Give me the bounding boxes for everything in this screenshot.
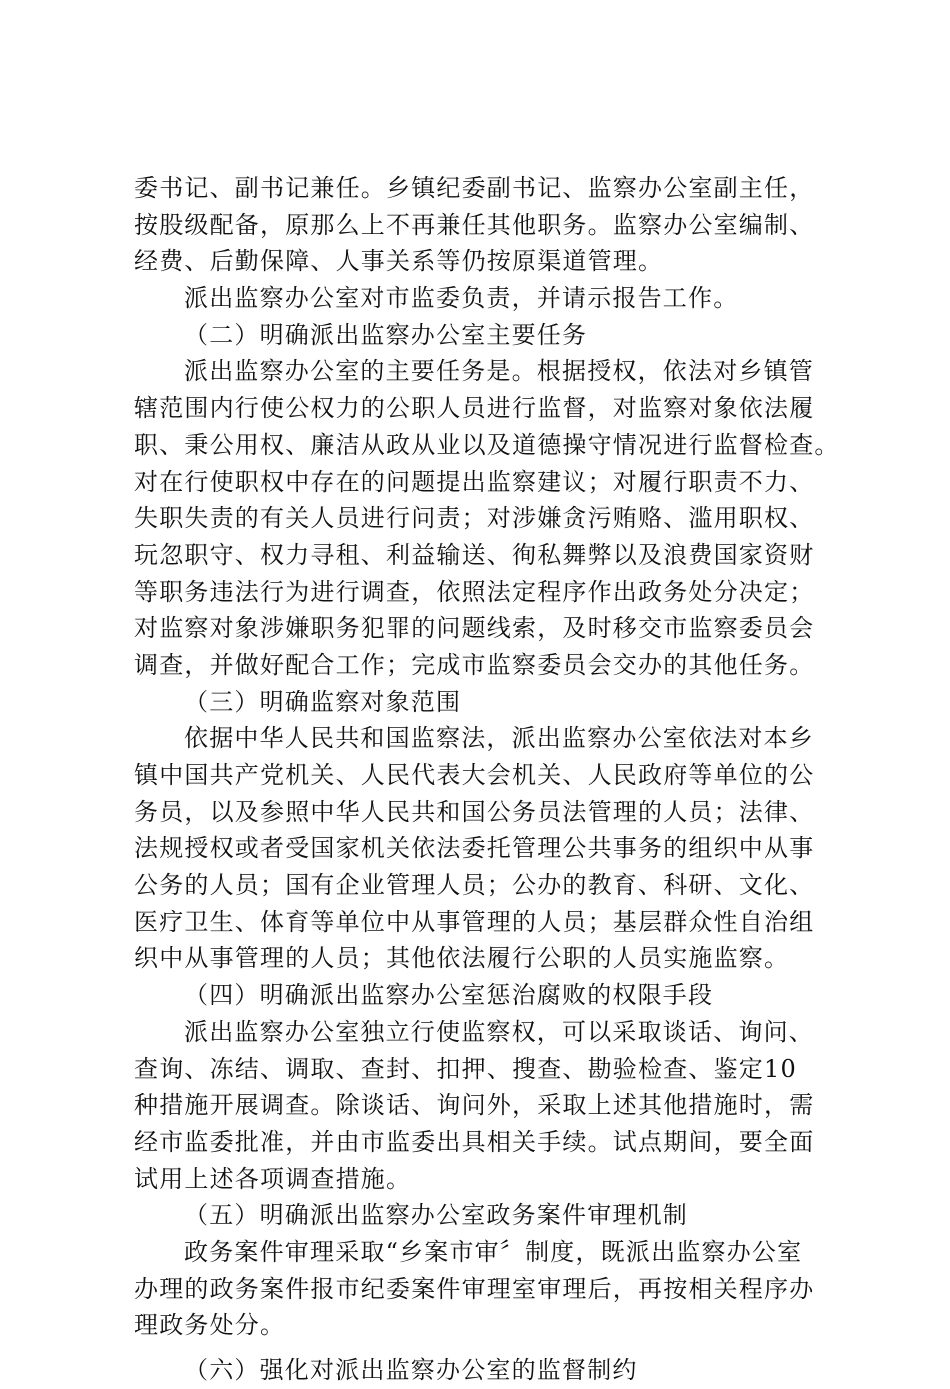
text-line: 派出监察办公室对市监委负责，并请示报告工作。 <box>184 284 739 313</box>
text-line: 派出监察办公室的主要任务是。根据授权，依法对乡镇管 <box>184 357 814 386</box>
section-heading: （四）明确派出监察办公室惩治腐败的权限手段 <box>184 981 714 1010</box>
text-line: 公务的人员；国有企业管理人员；公办的教育、科研、文化、 <box>134 871 815 900</box>
text-line: 查询、冻结、调取、查封、扣押、搜查、勘验检查、鉴定10 <box>134 1054 797 1083</box>
text-line: 理政务处分。 <box>134 1311 286 1340</box>
text-line: 调查，并做好配合工作；完成市监察委员会交办的其他任务。 <box>134 650 815 679</box>
text-line: 派出监察办公室独立行使监察权，可以采取谈话、询问、 <box>184 1017 814 1046</box>
text-line: 等职务违法行为进行调查，依照法定程序作出政务处分决定； <box>134 577 815 606</box>
text-line: 经费、后勤保障、人事关系等仍按原渠道管理。 <box>134 247 664 276</box>
text-line: 对在行使职权中存在的问题提出监察建议；对履行职责不力、 <box>134 467 815 496</box>
section-heading: （六）强化对派出监察办公室的监督制约 <box>184 1356 638 1384</box>
section-heading: （三）明确监察对象范围 <box>184 687 462 716</box>
text-line: 务员，以及参照中华人民共和国公务员法管理的人员；法律、 <box>134 797 815 826</box>
text-line: 依据中华人民共和国监察法，派出监察办公室依法对本乡 <box>184 724 814 753</box>
text-line: 镇中国共产党机关、人民代表大会机关、人民政府等单位的公 <box>134 761 815 789</box>
text-line: 按股级配备，原那么上不再兼任其他职务。监察办公室编制、 <box>134 210 815 239</box>
text-line: 对监察对象涉嫌职务犯罪的问题线索，及时移交市监察委员会 <box>134 614 815 643</box>
text-line: 经市监委批准，并由市监委出具相关手续。试点期间，要全面 <box>134 1127 815 1156</box>
text-line: 医疗卫生、体育等单位中从事管理的人员；基层群众性自治组 <box>134 907 815 936</box>
text-line: 辖范围内行使公权力的公职人员进行监督，对监察对象依法履 <box>134 394 815 423</box>
section-heading: （五）明确派出监察办公室政务案件审理机制 <box>184 1201 688 1230</box>
text-line: 织中从事管理的人员；其他依法履行公职的人员实施监察。 <box>134 944 790 973</box>
section-heading: （二）明确派出监察办公室主要任务 <box>184 320 588 349</box>
document-body <box>134 170 840 1389</box>
spacer <box>134 1344 834 1352</box>
text-line: 职、秉公用权、廉洁从政从业以及道德操守情况进行监督检查。 <box>134 430 840 459</box>
text-line: 失职失责的有关人员进行问责；对涉嫌贪污贿赂、滥用职权、 <box>134 504 815 533</box>
text-line: 玩忽职守、权力寻租、利益输送、徇私舞弊以及浪费国家资财 <box>134 540 815 569</box>
text-line: 政务案件审理采取“乡案市审〞制度，既派出监察办公室 <box>184 1237 803 1266</box>
text-line: 试用上述各项调查措施。 <box>134 1164 412 1193</box>
text-line: 种措施开展调查。除谈话、询问外，采取上述其他措施时，需 <box>134 1091 815 1120</box>
text-line: 办理的政务案件报市纪委案件审理室审理后，再按相关程序办 <box>134 1274 815 1303</box>
text-line: 法规授权或者受国家机关依法委托管理公共事务的组织中从事 <box>134 834 815 863</box>
text-line: 委书记、副书记兼任。乡镇纪委副书记、监察办公室副主任， <box>134 174 815 202</box>
